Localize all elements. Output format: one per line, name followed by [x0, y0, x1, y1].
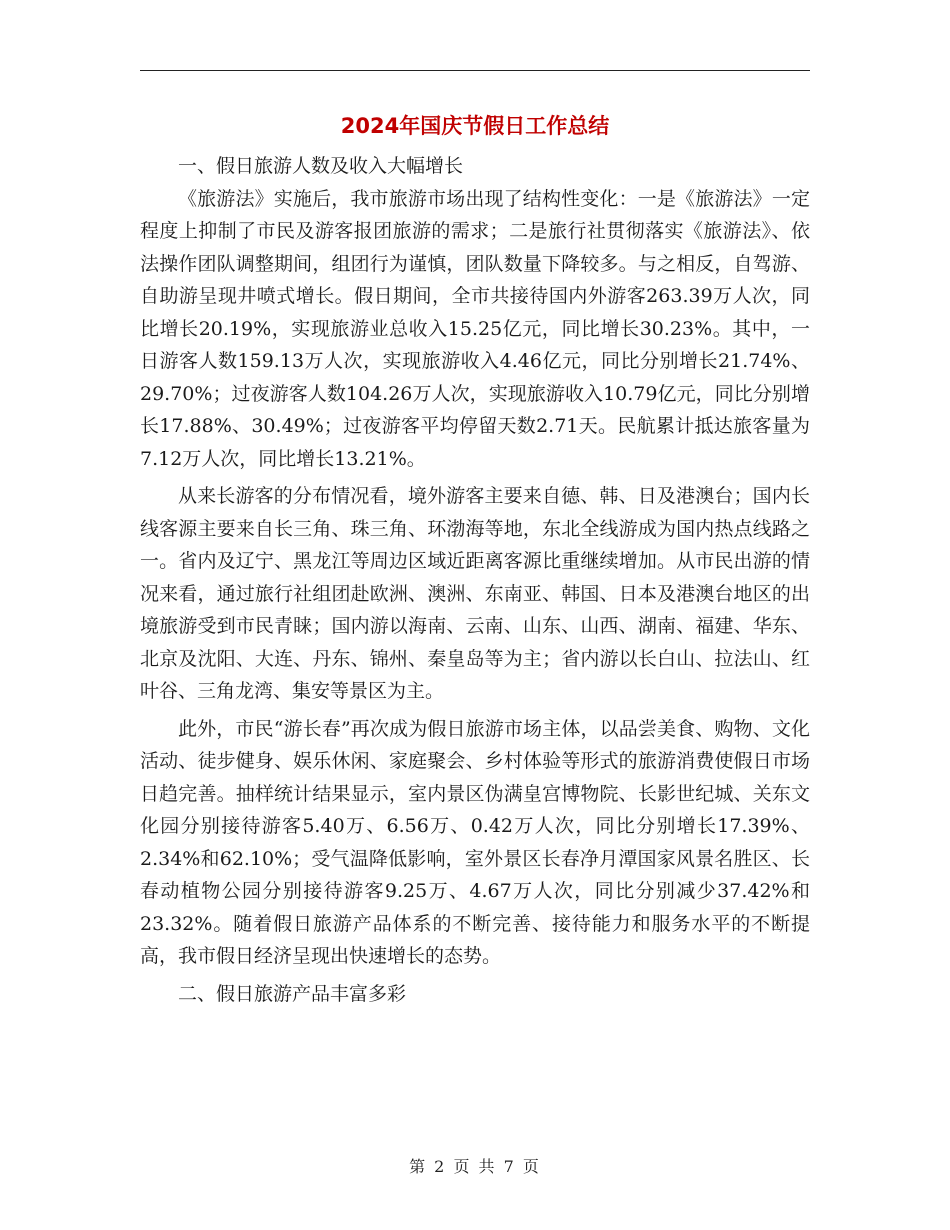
- document-body: [140, 150, 810, 1010]
- header-rule: [140, 70, 810, 71]
- section-heading-1: 一、假日旅游人数及收入大幅增长: [178, 155, 464, 177]
- paragraph: 此外，市民“游长春”再次成为假日旅游市场主体，以品尝美食、购物、文化活动、徒步健身、娱乐休闲、家庭聚会、乡村体验等形式的旅游消费使假日市场日趋完善。抽样统计结果显示，室内景区伪满皇宫博物院、长影世纪城、关东文化园分别接待游客5.40万、6.56万、0.42万人次，同比分别增长17.39%、2.34%和62.10%；受气温降低影响，室外景区长春净月潭国家风景名胜区、长春动植物公园分别接待游客9.25万、4.67万人次，同比分别减少37.42%和23.32%。随着假日旅游产品体系的不断完善、接待能力和服务水平的不断提高，我市假日经济呈现出快速增长的态势。: [140, 717, 810, 967]
- paragraph: 《旅游法》实施后，我市旅游市场出现了结构性变化：一是《旅游法》一定程度上抑制了市民及游客报团旅游的需求；二是旅行社贯彻落实《旅游法》、依法操作团队调整期间，组团行为谨慎，团队数量下降较多。与之相反，自驾游、自助游呈现井喷式增长。假日期间，全市共接待国内外游客263.39万人次，同比增长20.19%，实现旅游业总收入15.25亿元，同比增长30.23%。其中，一日游客人数159.13万人次，实现旅游收入4.46亿元，同比分别增长21.74%、29.70%；过夜游客人数104.26万人次，实现旅游收入10.79亿元，同比分别增长17.88%、30.49%；过夜游客平均停留天数2.71天。民航累计抵达旅客量为7.12万人次，同比增长13.21%。: [140, 187, 810, 470]
- document-title: 2024年国庆节假日工作总结: [340, 114, 610, 138]
- page-footer: 第 2 页 共 7 页: [409, 1157, 541, 1176]
- section-heading-2: 二、假日旅游产品丰富多彩: [178, 982, 407, 1005]
- paragraph: 从来长游客的分布情况看，境外游客主要来自德、韩、日及港澳台；国内长线客源主要来自长三角、珠三角、环渤海等地，东北全线游成为国内热点线路之一。省内及辽宁、黑龙江等周边区域近距离客源比重继续增加。从市民出游的情况来看，通过旅行社组团赴欧洲、澳洲、东南亚、韩国、日本及港澳台地区的出境旅游受到市民青睐；国内游以海南、云南、山东、山西、湖南、福建、华东、北京及沈阳、大连、丹东、锦州、秦皇岛等为主；省内游以长白山、拉法山、红叶谷、三角龙湾、集安等景区为主。: [140, 485, 810, 702]
- document-page: [140, 110, 810, 1010]
